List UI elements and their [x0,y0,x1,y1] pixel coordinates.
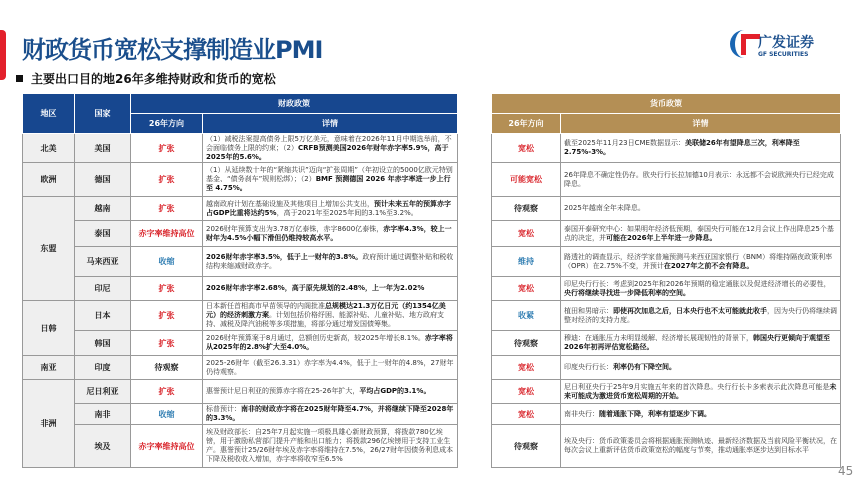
country-cell: 南非 [75,404,131,425]
fiscal-detail [203,163,458,197]
logo-text-cn: 广发证券 [758,35,814,51]
table-row [492,134,841,163]
table-row [23,277,458,301]
table-row [23,247,458,277]
monetary-detail [561,247,841,277]
table-row [492,301,841,331]
detail-highlight: 韩国央行更倾向于观望至2026年初再评估宽松路径。 [564,334,830,351]
detail-text: 标普预计： [206,405,241,413]
detail-highlight: 未来可能成为激进货币宽松周期的开始。 [564,382,837,400]
fiscal-direction: 扩张 [131,277,203,301]
detail-highlight: 赤字率将从2025年的2.8%扩大至4.0%。 [206,334,453,351]
detail-highlight: BMF 预测德国 2026 年赤字率进一步上行至 4.75%。 [206,175,451,192]
detail-highlight: 赤字率4.3%，较上一财年为4.5%小幅下滑但仍维持较高水平。 [206,224,452,242]
header-country: 国家 [75,94,131,134]
detail-text: 印尼央行行长：考虑到2025年和2026年预期的稳定通胀以及促进经济增长的必要性， [564,279,831,288]
table-row [23,331,458,356]
detail-highlight: 平均占GDP的3.1%。 [359,387,431,395]
country-cell: 美国 [75,134,131,163]
fiscal-direction: 待观察 [131,356,203,380]
monetary-direction: 宽松 [492,404,561,425]
subtitle [16,70,276,87]
detail-text: 2026财年预算案于8月通过，总额创历史新高，较2025年增长8.1%。 [206,334,425,342]
fiscal-direction: 扩张 [131,301,203,331]
fiscal-detail [203,425,458,468]
table-row [23,356,458,380]
detail-text: 截至2025年11月23日CME数据显示： [564,139,685,147]
detail-highlight: 可能在2026年上半年进一步降息。 [606,233,717,242]
fiscal-detail [203,356,458,380]
detail-text: 政府预计通过调整补贴和税收结构来缩减财政赤字。 [206,252,454,270]
monetary-detail [561,221,841,247]
detail-text: 越南政府计划在基础设施及其他项目上增加公共支出， [206,199,374,208]
detail-text: 惠誉预计尼日利亚的预算赤字将在25-26年扩大， [206,387,360,395]
table-row [23,197,458,221]
monetary-direction: 待观察 [492,425,561,468]
table-row [23,380,458,404]
country-cell: 日本 [75,301,131,331]
country-cell: 马来西亚 [75,247,131,277]
detail-text: 2025-26财年（截至26.3.31）赤字率为4.4%，低于上一财年的4.8%，27财年仍待观察。 [206,358,454,376]
table-row [23,163,458,197]
fiscal-detail [203,134,458,163]
detail-highlight: 2026财年赤字率3.5%，低于上一财年的3.8%。 [206,252,363,261]
logo-mark-icon [730,30,756,58]
monetary-direction: 维持 [492,247,561,277]
detail-highlight: 利率仍有下降空间。 [613,363,676,371]
country-cell: 韩国 [75,331,131,356]
table-row [23,404,458,425]
detail-text: 埃及央行：货币政策委员会将根据通胀预测轨迹、最新经济数据及当前风险平衡状况，在每次会议上重新评估货币政策宽松的幅度与节奏，推动通胀率逐步达到目标水平 [564,437,837,454]
detail-highlight: CRFB预测美国2026年财年赤字率5.9%，高于 2025年的5.6%。 [206,143,449,161]
detail-text: 印度央行行长： [564,363,613,371]
fiscal-direction: 收缩 [131,404,203,425]
monetary-detail [561,356,841,380]
bullet-square-icon [16,75,23,82]
fiscal-detail [203,301,458,331]
fiscal-direction: 收缩 [131,247,203,277]
fiscal-direction: 扩张 [131,331,203,356]
table-row [492,221,841,247]
monetary-direction: 待观察 [492,197,561,221]
monetary-direction: 宽松 [492,277,561,301]
detail-text: （1）减税法案提高债务上限5万亿美元，意味着在2026年11月中期选举前，不会面临债务上限的约束；（2） [206,134,452,152]
table-row [492,425,841,468]
detail-highlight: 2026财年赤字率2.68%，高于原先规划的2.48%，上一年为2.02% [206,284,425,292]
country-cell: 尼日利亚 [75,380,131,404]
header-monetary-policy: 货币政策 [492,94,841,114]
gf-securities-logo [730,30,840,64]
table-row [23,221,458,247]
detail-text: 穆迪：在通胀压力未明显缓解、经济增长展现韧性的背景下， [564,334,753,342]
detail-highlight: 预计未来五年的预算赤字占GDP比重将达约5% [206,199,451,217]
fiscal-direction: 扩张 [131,134,203,163]
fiscal-direction: 扩张 [131,163,203,197]
detail-highlight: 央行将继续寻找进一步降低利率的空间。 [564,288,690,297]
detail-text: ，高于2021年至2025年间的3.1%至3.2%。 [276,208,418,217]
monetary-detail [561,404,841,425]
detail-text: 2026财年预算支出为3.78万亿泰铢，赤字8600亿泰铢， [206,224,384,233]
monetary-detail [561,163,841,197]
detail-text: 泰国开泰研究中心：如果明年经济低预期，泰国央行可能在12月会议上作出降息25个基点的决定，并 [564,224,834,242]
detail-text: 。计划包括价格纾困、能源补贴、儿童补贴、地方政府支持、减税及降汽油税等多项措施，将部分通过增发国债筹集。 [206,311,444,328]
region-cell: 北美 [23,134,75,163]
monetary-detail [561,331,841,356]
header-monetary-direction: 26年方向 [492,114,561,134]
monetary-policy-table [491,93,841,468]
detail-highlight: 南非的财政赤字将在2025财年降至4.7%，并将继续下降至2028年的3.3%。 [206,405,454,422]
monetary-detail [561,134,841,163]
country-cell: 埃及 [75,425,131,468]
fiscal-detail [203,331,458,356]
page-title: 财政货币宽松支撑制造业PMI [22,36,323,64]
header-fiscal-detail: 详情 [203,114,458,134]
table-row [23,134,458,163]
monetary-direction: 宽松 [492,221,561,247]
region-cell: 日韩 [23,301,75,356]
detail-text: （1）从延续数十年的“紧缩共识”迈向“扩张周期”（年初设立的5000亿欧元特别基金、“债务刹车”规则松绑）；（2） [206,166,453,183]
detail-text: 尼日利亚央行于25年9月实施五年来的首次降息。央行行长卡多索表示此次降息可能是 [564,382,830,391]
detail-text: ，因为央行仍将继续调整对经济的支持力度。 [564,306,837,324]
detail-text: 南非央行： [564,409,599,418]
table-row [492,277,841,301]
fiscal-direction: 扩张 [131,197,203,221]
accent-bar [0,30,6,80]
region-cell: 东盟 [23,197,75,301]
country-cell: 越南 [75,197,131,221]
detail-highlight: 总规模达21.3万亿日元（约1354亿美元）的经济刺激方案 [206,302,446,319]
detail-text: 路透社的调查显示，经济学家普遍预测马来西亚国家银行（BNM）将维持隔夜政策利率（OPR）在2.75%不变，并预计 [564,252,833,270]
monetary-detail [561,380,841,404]
detail-text: 日本新任首相高市早苗领导的内阁批准 [206,302,325,310]
country-cell: 印尼 [75,277,131,301]
detail-highlight: 美联储26年有望降息三次，利率降至2.75%-3%。 [564,139,800,156]
table-row [23,301,458,331]
monetary-detail [561,197,841,221]
table-row [492,163,841,197]
table-row [492,247,841,277]
detail-text: 26年降息不确定性仍存。欧央行行长拉加德10月表示：永远都不会说欧洲央行已经完成降息。 [564,170,834,188]
monetary-direction: 宽松 [492,134,561,163]
fiscal-direction: 赤字率维持高位 [131,425,203,468]
table-row [492,356,841,380]
fiscal-detail [203,380,458,404]
detail-highlight: 在2027年之前不会有降息。 [663,261,754,270]
detail-text: 埃及财政部长：自25年7月起实施一项极具雄心新财政预算，将拨款780亿埃镑，用于激励私营部门提升产能和出口能力；将拨款296亿埃镑用于支持工业生产。惠誉预计25/26财年埃及赤字率将维持在7.5%，26/27财年因债务利息成本下降及税收收入增加，赤字率将收窄至6.5% [206,428,454,463]
fiscal-direction: 扩张 [131,380,203,404]
monetary-direction: 待观察 [492,331,561,356]
monetary-detail [561,425,841,468]
monetary-detail [561,301,841,331]
monetary-direction: 可能宽松 [492,163,561,197]
fiscal-policy-table [22,93,458,468]
fiscal-detail [203,247,458,277]
monetary-detail [561,277,841,301]
detail-highlight: 随着通胀下降，利率有望逐步下调。 [599,409,711,418]
country-cell: 印度 [75,356,131,380]
fiscal-direction: 赤字率维持高位 [131,221,203,247]
header-region: 地区 [23,94,75,134]
detail-highlight: 即使再次加息之后，日本央行也不太可能就此收手 [613,306,767,315]
fiscal-detail [203,277,458,301]
country-cell: 德国 [75,163,131,197]
monetary-direction: 宽松 [492,380,561,404]
page-number: 45 [838,464,854,478]
region-cell: 南亚 [23,356,75,380]
table-row [492,197,841,221]
detail-text: 2025年越南全年未降息。 [564,204,645,212]
header-fiscal-policy: 财政政策 [131,94,458,114]
table-row [492,331,841,356]
logo-text-en: GF SECURITIES [758,51,809,58]
table-row [23,425,458,468]
header-monetary-detail: 详情 [561,114,841,134]
monetary-direction: 收紧 [492,301,561,331]
region-cell: 非洲 [23,380,75,468]
header-fiscal-direction: 26年方向 [131,114,203,134]
fiscal-detail [203,197,458,221]
region-cell: 欧洲 [23,163,75,197]
country-cell: 泰国 [75,221,131,247]
fiscal-detail [203,404,458,425]
subtitle-text: 主要出口目的地26年多维持财政和货币的宽松 [31,72,276,86]
table-row [492,380,841,404]
fiscal-detail [203,221,458,247]
detail-text: 植田和男暗示： [564,306,613,315]
table-row [492,404,841,425]
monetary-direction: 宽松 [492,356,561,380]
